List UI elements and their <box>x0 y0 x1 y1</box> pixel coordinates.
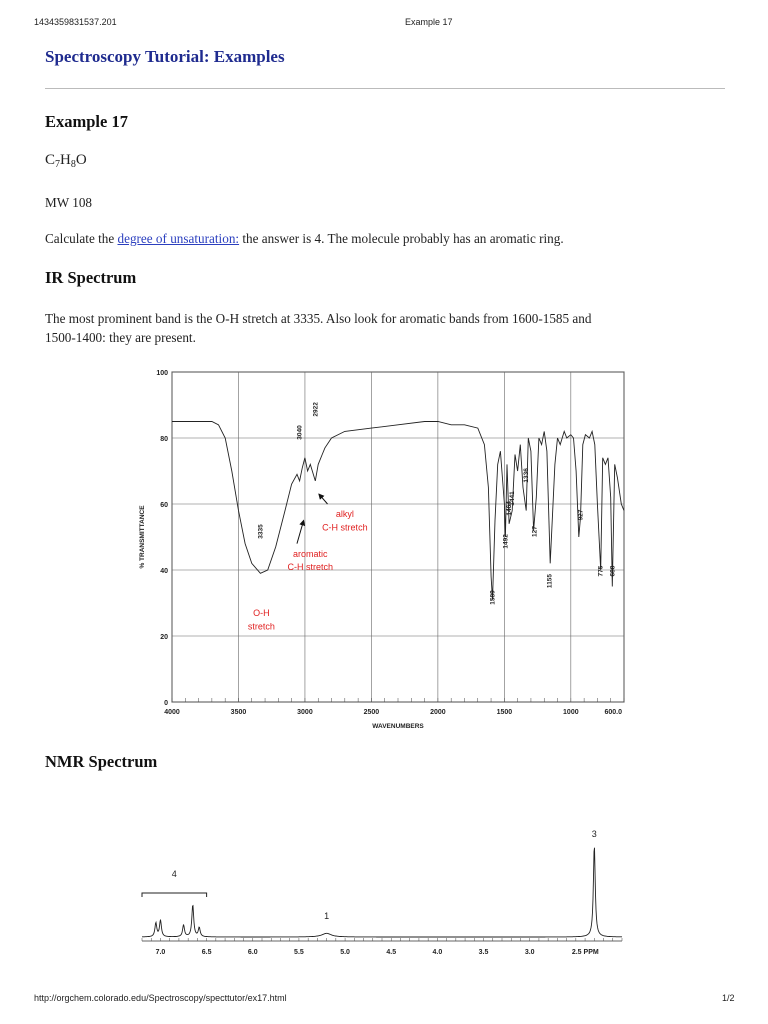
ir-x-tick-label: 2000 <box>430 709 446 716</box>
integration-label-4: 4 <box>171 869 177 879</box>
nmr-spectrum-line <box>142 848 622 937</box>
nmr-x-tick-label: 4.0 <box>432 949 443 956</box>
ir-paragraph-line-1: The most prominent band is the O-H stretch at 3335. Also look for aromatic bands from 1600-1585 and <box>45 311 592 326</box>
ir-peak-label: 1441 <box>509 491 517 506</box>
page-title: Spectroscopy Tutorial: Examples <box>45 47 285 66</box>
aromatic-integration-bracket <box>142 893 207 897</box>
ir-y-tick-label: 60 <box>160 502 168 509</box>
ir-peak-label: 2922 <box>312 402 320 417</box>
integration-label-1: 1 <box>324 911 330 921</box>
nmr-spectrum-chart <box>130 810 635 965</box>
ir-peak-label: 1589 <box>489 590 497 605</box>
ir-y-tick-label: 80 <box>160 436 168 443</box>
aromatic-ch-arrow <box>297 521 304 544</box>
nmr-x-tick-label: 3.0 <box>524 949 535 956</box>
ir-x-tick-label: 3500 <box>230 709 247 716</box>
alkyl-ch-arrow <box>319 494 328 504</box>
print-title: Example 17 <box>405 17 453 27</box>
oh-stretch-label-line2: stretch <box>247 621 275 632</box>
nmr-x-tick-label: 5.5 <box>294 949 304 956</box>
nmr-x-tick-label: 3.5 <box>478 949 489 956</box>
aromatic-ch-label-line1: aromatic <box>293 548 328 559</box>
ir-plot-frame <box>172 372 624 702</box>
ir-peak-label: 688 <box>609 565 617 577</box>
ir-spectrum-line <box>172 422 624 600</box>
ir-x-tick-label: 1500 <box>496 709 513 716</box>
ir-peak-label: 1492 <box>502 534 510 549</box>
degree-of-unsaturation-link[interactable]: degree of unsaturation: <box>117 231 240 246</box>
ir-peak-label: 927 <box>577 509 585 521</box>
nmr-x-tick-label: 6.0 <box>247 949 258 956</box>
ir-x-tick-label: 1000 <box>563 709 579 716</box>
ir-paragraph-line-2: 1500-1400: they are present. <box>45 330 196 345</box>
ir-peak-label: 127 <box>531 526 539 537</box>
nmr-x-tick-label: 5.0 <box>340 949 350 956</box>
ir-y-axis-label: % TRANSMITTANCE <box>139 505 146 569</box>
print-footer <box>0 993 768 1007</box>
title-divider <box>45 88 725 89</box>
ir-x-axis-label: WAVENUMBERS <box>372 723 424 730</box>
oh-stretch-label-line1: O-H <box>253 608 270 619</box>
ir-x-tick-label: 2500 <box>363 709 380 716</box>
ir-peak-label: 775 <box>597 565 605 577</box>
alkyl-ch-label-line2: C-H stretch <box>322 522 368 533</box>
ir-x-tick-label: 600.0 <box>604 709 622 716</box>
ir-x-tick-label: 3000 <box>297 709 313 716</box>
ir-peak-label: 3040 <box>296 425 304 440</box>
nmr-x-tick-label: 6.5 <box>201 949 212 956</box>
ir-y-tick-label: 20 <box>160 634 168 641</box>
unsaturation-sentence: Calculate the degree of unsaturation: the answer is 4. The molecule probably has an aromatic ring. <box>45 231 564 246</box>
print-timestamp: 1434359831537.201 <box>34 17 117 27</box>
molecular-formula: $C_7H_8O$ <box>45 152 87 170</box>
footer-url: http://orgchem.colorado.edu/Spectroscopy/specttutor/ex17.html <box>34 993 287 1003</box>
ir-peak-label: 3335 <box>257 524 265 539</box>
integration-label-3: 3 <box>591 829 597 839</box>
ir-spectrum-chart <box>130 362 635 734</box>
print-header <box>0 17 768 31</box>
ir-heading: IR Spectrum <box>45 268 137 287</box>
nmr-x-tick-label: 2.5 PPM <box>571 949 599 956</box>
ir-y-tick-label: 0 <box>164 700 168 707</box>
ir-peak-label: 1336 <box>523 468 531 483</box>
footer-page-number: 1/2 <box>722 993 735 1003</box>
alkyl-ch-label-line1: alkyl <box>335 509 354 520</box>
nmr-x-tick-label: 7.0 <box>155 949 166 956</box>
nmr-heading: NMR Spectrum <box>45 752 158 771</box>
ir-paragraph <box>45 309 591 347</box>
aromatic-ch-label-line2: C-H stretch <box>287 562 334 572</box>
nmr-x-tick-label: 4.5 <box>386 949 397 956</box>
ir-y-tick-label: 40 <box>160 568 168 575</box>
ir-peak-label: 1464 <box>506 501 514 516</box>
ir-y-tick-label: 100 <box>156 370 168 377</box>
example-heading: Example 17 <box>45 112 128 131</box>
ir-x-tick-label: 4000 <box>164 709 180 716</box>
molecular-weight: MW 108 <box>45 195 93 210</box>
ir-peak-label: 1155 <box>546 573 554 589</box>
